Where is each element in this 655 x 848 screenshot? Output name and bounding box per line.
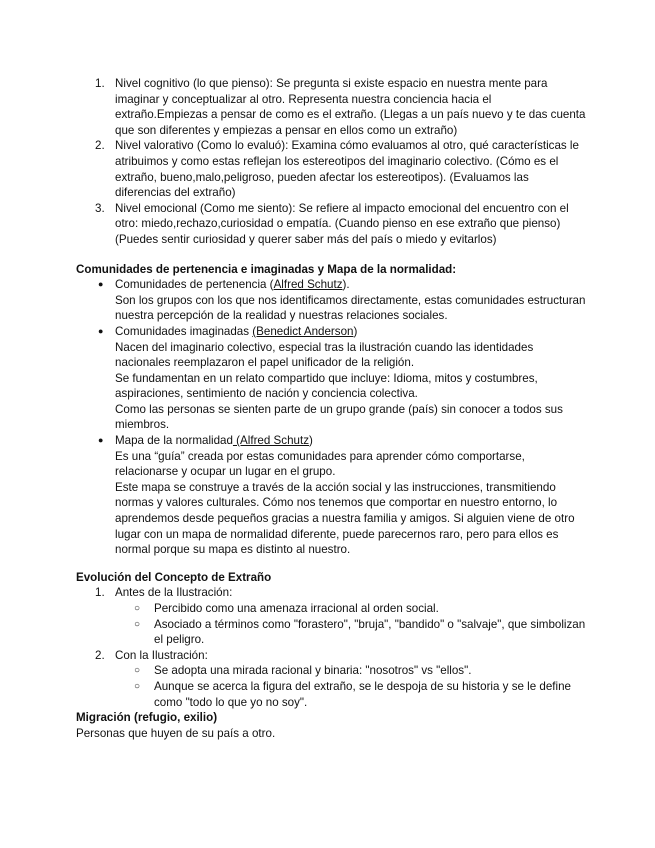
list-item [76,324,586,433]
item-label-close: ) [353,324,358,338]
author-link[interactable]: Alfred Schutz [273,278,343,292]
circle-bullet-icon: ○ [134,680,141,692]
list-text: Nivel valorativo (Como lo evaluó): Examina cómo evaluamos al otro, qué características le atribuimos y como estas reflejan los estereotipos del imaginario colectivo. (Cómo es el extraño, bueno,malo,peligroso, pueden afectar los estereotipos). (Evaluamos las diferencias del extraño) [115,139,579,200]
document-content [76,76,586,741]
sub-item-text: Aunque se acerca la figura del extraño, se le despoja de su historia y se le define como "todo lo que yo no soy". [154,679,571,709]
circle-bullet-icon: ○ [134,603,141,614]
list-item [76,648,586,664]
item-paragraph: Son los grupos con los que nos identificamos directamente, estas comunidades estructuran nuestra percepción de la realidad y nuestras relaciones sociales. [115,293,586,323]
niveles-list [76,76,586,248]
section-heading-migracion: Migración (refugio, exilio) [76,711,218,725]
list-text: Antes de la Ilustración: [115,586,233,600]
list-item [76,433,586,558]
list-number: 2. [95,648,105,662]
circle-bullet-icon: ○ [134,618,141,630]
list-text: Nivel emocional (Como me siento): Se refiere al impacto emocional del encuentro con el otro: miedo,rechazo,curiosidad o empatía. (Cuando pienso en ese extraño que pienso) (Puedes sentir curiosidad y querer saber más del país o miedo y evitarlos) [115,201,569,246]
sub-list-item [76,679,586,710]
bullet-icon: ● [98,325,104,336]
spacer [76,558,586,570]
list-item [76,201,586,248]
list-number: 3. [95,201,105,215]
list-text: Con la Ilustración: [115,648,208,662]
bullet-icon: ● [98,279,104,290]
sub-list-item [76,663,586,679]
item-label: Mapa de la normalidad [115,434,233,448]
list-item [76,76,586,138]
list-label [115,433,586,449]
list-number: 1. [95,586,105,600]
sub-item-text: Se adopta una mirada racional y binaria: "nosotros" vs "ellos". [154,664,472,678]
item-label-close: ). [342,278,350,292]
section-heading-evolucion: Evolución del Concepto de Extraño [76,570,272,584]
item-paragraph: Es una “guía” creada por estas comunidades para aprender cómo comportarse, relacionarse y ocupar un lugar en el grupo. [115,449,525,479]
item-label-close: ) [309,434,313,448]
item-paragraph: Este mapa se construye a través de la acción social y las instrucciones, transmitiendo normas y valores culturales. Cómo nos tenemos que comportar en nuestro entorno, lo aprendemos desde pequeños gracias a nuestra familia y amigos. Si alguien viene de otro lugar con un mapa de normalidad diferente, puede parecernos raro, pero para ellos es normal porque su mapa es distinto al nuestro. [115,480,575,557]
list-item [76,585,586,601]
item-label: Comunidades de pertenencia ( [115,278,274,292]
list-text: Nivel cognitivo (lo que pienso): Se pregunta si existe espacio en nuestra mente para imaginar y conceptualizar al otro. Representa nuestra conciencia hacia el extraño.Empiezas a pensar de como es el extraño. (Llegas a un país nuevo y te das cuenta que son diferentes y empiezas a pensar en ellos como un extraño) [115,77,586,137]
item-paragraph: Se fundamentan en un relato compartido que incluye: Idioma, mitos y costumbres, aspiraciones, sentimiento de nación y conciencia colectiva. [115,371,538,401]
sub-item-text: Percibido como una amenaza irracional al orden social. [154,602,439,615]
item-label: Comunidades imaginadas [115,324,253,338]
list-item [76,138,586,200]
migracion-text: Personas que huyen de su país a otro. [76,726,276,740]
list-label [115,324,586,340]
list-number: 2. [95,139,105,153]
item-paragraph: Nacen del imaginario colectivo, especial tras la ilustración cuando las identidades nacionales reemplazaron el papel unificador de la religión. [115,340,534,370]
circle-bullet-icon: ○ [134,665,141,677]
author-link[interactable]: (Alfred Schutz [232,434,309,448]
list-item [76,277,586,324]
sub-list-item [76,601,586,617]
sub-item-text: Asociado a términos como "forastero", "bruja", "bandido" o "salvaje", que simbolizan el peligro. [154,617,586,647]
spacer [76,248,586,262]
sub-list-item [76,617,586,648]
section-heading-comunidades: Comunidades de pertenencia e imaginadas y Mapa de la normalidad: [76,262,457,276]
list-number: 1. [95,77,105,90]
list-label [115,277,586,293]
bullet-icon: ● [98,435,104,446]
item-paragraph: Como las personas se sienten parte de un grupo grande (país) sin conocer a todos sus miembros. [115,402,563,432]
author-link[interactable]: (Benedict Anderson [252,324,354,338]
